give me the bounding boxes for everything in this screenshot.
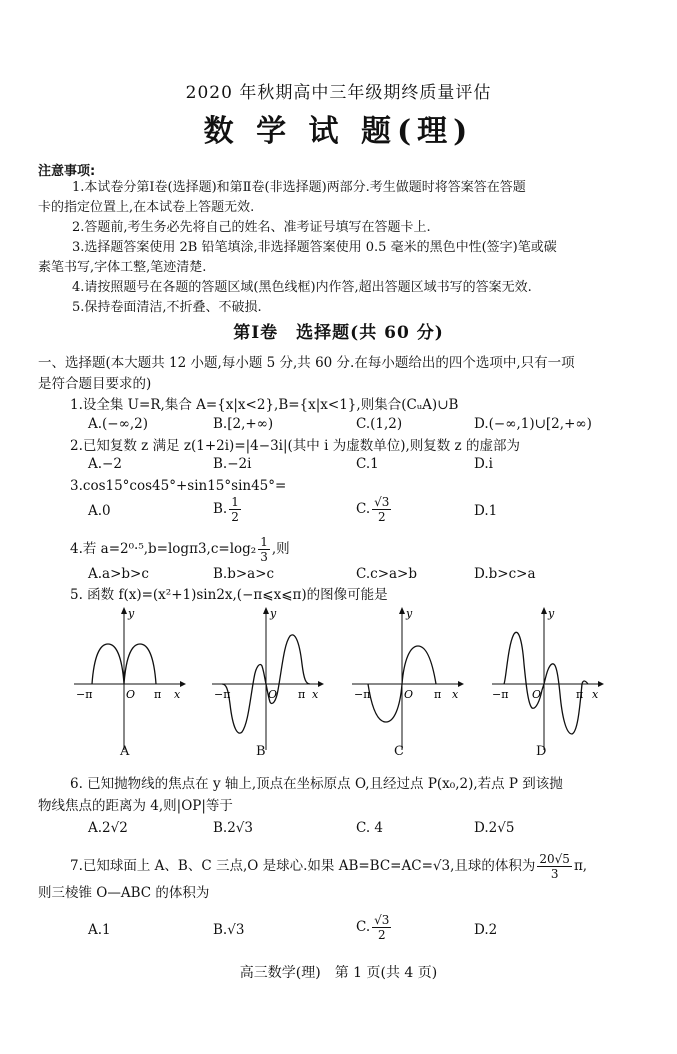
axis-origin: O: [404, 688, 414, 701]
axis-pi: π: [298, 688, 306, 701]
q4-option-a[interactable]: A.a>b>c: [88, 566, 149, 582]
q3-option-a[interactable]: A.0: [88, 503, 111, 519]
section-intro-1: 一、选择题(本大题共 12 小题,每小题 5 分,共 60 分.在每小题给出的四个选项中,只有一项: [38, 355, 575, 371]
graph-a[interactable]: [70, 604, 195, 754]
q3-option-c[interactable]: C. $\frac{√3}{2}$: [356, 495, 390, 524]
axis-pi: π: [434, 688, 442, 701]
y-axis-arrow: [541, 607, 547, 614]
y-axis-arrow: [121, 607, 127, 614]
q2-option-c[interactable]: C.1: [356, 456, 379, 472]
graph-d[interactable]: [488, 604, 613, 754]
axis-x-label: x: [592, 688, 599, 701]
q1-option-c[interactable]: C.(1,2): [356, 416, 403, 432]
axis-origin: O: [532, 688, 542, 701]
axis-neg-pi: −π: [492, 688, 509, 701]
q6-stem-1: 6. 已知抛物线的焦点在 y 轴上,顶点在坐标原点 O,且经过点 P(x₀,2),若点 P 到该抛: [70, 776, 563, 792]
q6-option-c[interactable]: C. 4: [356, 820, 384, 836]
q1-option-d[interactable]: D.(−∞,1)∪[2,+∞): [474, 416, 592, 432]
q3-stem: 3.cos15°cos45°+sin15°sin45°=: [70, 478, 287, 494]
q6-option-b[interactable]: B.2√3: [213, 820, 253, 836]
q1-option-a[interactable]: A.(−∞,2): [88, 416, 149, 432]
axis-y-label: y: [270, 607, 277, 620]
q5-stem: 5. 函数 f(x)=(x²+1)sin2x,(−π⩽x⩽π)的图像可能是: [70, 587, 388, 603]
q2-option-b[interactable]: B.−2i: [213, 456, 252, 472]
note-line-3: 2.答题前,考生务必先将自己的姓名、准考证号填写在答题卡上.: [72, 220, 431, 235]
note-line-5: 素笔书写,字体工整,笔迹清楚.: [38, 260, 207, 275]
note-line-4: 3.选择题答案使用 2B 铅笔填涂,非选择题答案使用 0.5 毫米的黑色中性(签字)笔或碳: [72, 240, 557, 255]
q6-option-a[interactable]: A.2√2: [88, 820, 128, 836]
q2-stem: 2.已知复数 z 满足 z(1+2i)=|4−3i|(其中 i 为虚数单位),则复数 z 的虚部为: [70, 438, 520, 454]
q7-option-a[interactable]: A.1: [88, 922, 111, 938]
q2-option-a[interactable]: A.−2: [88, 456, 122, 472]
note-line-6: 4.请按照题号在各题的答题区域(黑色线框)内作答,超出答题区域书写的答案无效.: [72, 280, 532, 295]
q6-stem-2: 物线焦点的距离为 4,则|OP|等于: [38, 798, 233, 814]
q6-option-d[interactable]: D.2√5: [474, 820, 515, 836]
graph-label-b: B: [256, 744, 266, 759]
q7-option-b[interactable]: B.√3: [213, 922, 245, 938]
notes-heading: 注意事项:: [38, 164, 96, 179]
axis-pi: π: [576, 688, 584, 701]
x-axis-arrow: [318, 681, 324, 687]
section-title: 第Ⅰ卷 选择题(共 60 分): [233, 323, 444, 343]
graph-c[interactable]: [348, 604, 473, 754]
x-axis-arrow: [180, 681, 186, 687]
q3-option-d[interactable]: D.1: [474, 503, 498, 519]
note-line-7: 5.保持卷面清洁,不折叠、不破损.: [72, 300, 262, 315]
q4-option-d[interactable]: D.b>c>a: [474, 566, 536, 582]
page-footer: 高三数学(理) 第 1 页(共 4 页): [239, 965, 438, 981]
q7-option-d[interactable]: D.2: [474, 922, 498, 938]
axis-x-label: x: [174, 688, 181, 701]
axis-neg-pi: −π: [214, 688, 231, 701]
axis-x-label: x: [312, 688, 319, 701]
graph-b[interactable]: [208, 604, 333, 754]
axis-neg-pi: −π: [76, 688, 93, 701]
axis-origin: O: [126, 688, 136, 701]
axis-y-label: y: [406, 607, 413, 620]
axis-neg-pi: −π: [354, 688, 371, 701]
axis-y-label: y: [548, 607, 555, 620]
y-axis-arrow: [399, 607, 405, 614]
graph-label-a: A: [120, 744, 130, 759]
q7-option-c[interactable]: C. $\frac{√3}{2}$: [356, 913, 390, 942]
y-axis-arrow: [263, 607, 269, 614]
q4-stem: 4.若 a=2⁰·⁵,b=logπ3,c=log₂ $\frac{1}{3}$ ,则: [70, 535, 290, 564]
q4-option-b[interactable]: B.b>a>c: [213, 566, 275, 582]
subject-title: 数 学 试 题(理): [203, 114, 474, 149]
q4-option-c[interactable]: C.c>a>b: [356, 566, 418, 582]
axis-x-label: x: [452, 688, 459, 701]
graph-label-d: D: [536, 744, 547, 759]
axis-y-label: y: [128, 607, 135, 620]
note-line-2: 卡的指定位置上,在本试卷上答题无效.: [38, 200, 255, 215]
x-axis-arrow: [458, 681, 464, 687]
section-intro-2: 是符合题目要求的): [38, 376, 152, 392]
axis-origin: O: [268, 688, 278, 701]
axis-pi: π: [154, 688, 162, 701]
q2-option-d[interactable]: D.i: [474, 456, 493, 472]
curve: [504, 632, 588, 734]
q7-stem-2: 则三棱锥 O—ABC 的体积为: [38, 885, 210, 901]
x-axis-arrow: [598, 681, 604, 687]
q3-option-b[interactable]: B. $\frac{1}{2}$: [213, 495, 239, 524]
graph-label-c: C: [394, 744, 404, 759]
q1-option-b[interactable]: B.[2,+∞): [213, 416, 274, 432]
q1-stem: 1.设全集 U=R,集合 A={x|x<2},B={x|x<1},则集合(CᵤA)∪B: [70, 397, 459, 413]
q7-stem-1: 7.已知球面上 A、B、C 三点,O 是球心.如果 AB=BC=AC=√3,且球的体积为 $\frac{20√5}{3}$ π,: [70, 852, 588, 881]
exam-title: 2020 年秋期高中三年级期终质量评估: [185, 83, 492, 103]
note-line-1: 1.本试卷分第Ⅰ卷(选择题)和第Ⅱ卷(非选择题)两部分.考生做题时将答案答在答题: [72, 180, 526, 195]
